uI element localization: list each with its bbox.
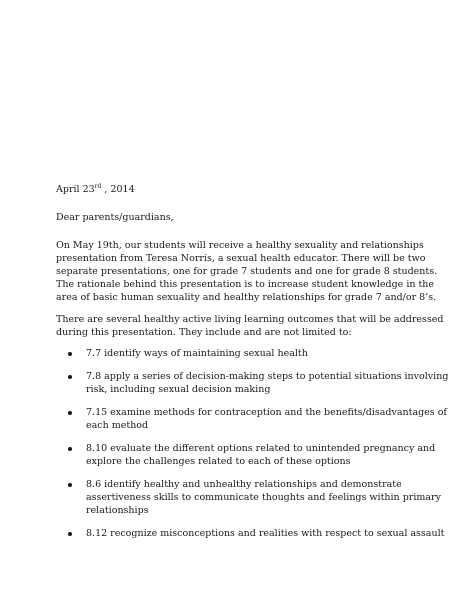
letter-date <box>56 183 452 196</box>
list-item <box>56 347 456 360</box>
outcome-text: 7.7 identify ways of maintaining sexual health <box>86 348 308 359</box>
letter-paragraph-intro: On May 19th, our students will receive a healthy sexuality and relationships presentation from Teresa Norris, a sexual health educator. There will be two separate presentations, one for grade 7 students and one for grade 8 students. The rationale behind this presentation is to increase student knowledge in the area of basic human sexuality and healthy relationships for grade 7 and/or 8’s. <box>56 240 438 303</box>
bullet-icon <box>68 532 72 536</box>
letter-paragraph-outcomes-intro: There are several healthy active living learning outcomes that will be addressed during this presentation. They include and are not limited to: <box>56 314 444 338</box>
list-item <box>56 527 456 540</box>
date-year: , 2014 <box>101 184 135 195</box>
outcome-text: 8.12 recognize misconceptions and realities with respect to sexual assault <box>86 528 445 539</box>
list-item <box>56 370 456 396</box>
bullet-icon <box>68 375 72 379</box>
outcome-text: 8.10 evaluate the different options related to unintended pregnancy and explore the challenges related to each of these options <box>86 443 436 467</box>
list-item <box>56 442 456 468</box>
bullet-icon <box>68 447 72 451</box>
list-item <box>56 478 456 517</box>
date-ordinal-suffix: rd <box>94 183 102 190</box>
date-prefix: April 23 <box>56 184 95 195</box>
outcome-text: 8.6 identify healthy and unhealthy relationships and demonstrate assertiveness skills to communicate thoughts and feelings within primary relationships <box>86 479 441 516</box>
list-item <box>56 406 456 432</box>
letter-greeting: Dear parents/guardians, <box>56 212 174 223</box>
bullet-icon <box>68 483 72 487</box>
outcome-text: 7.8 apply a series of decision-making steps to potential situations involving risk, including sexual decision making <box>86 371 449 395</box>
bullet-icon <box>68 352 72 356</box>
learning-outcomes-list <box>56 347 456 550</box>
bullet-icon <box>68 411 72 415</box>
outcome-text: 7.15 examine methods for contraception and the benefits/disadvantages of each method <box>86 407 447 431</box>
